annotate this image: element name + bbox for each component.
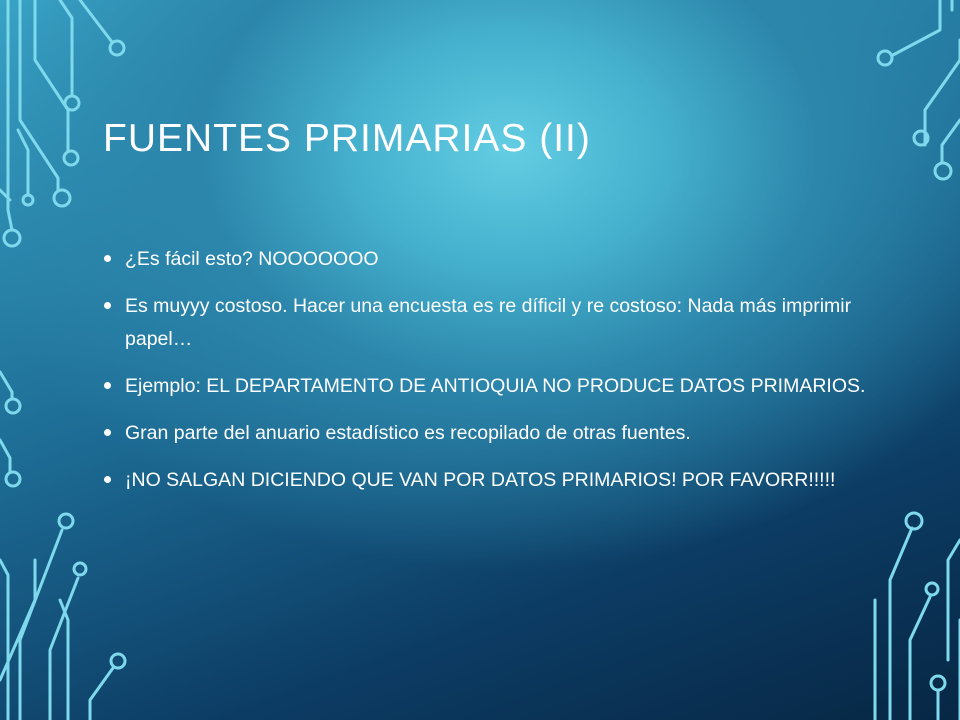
bullet-text: ¡NO SALGAN DICIENDO QUE VAN POR DATOS PRIMARIOS! POR FAVORR!!!!! [125, 469, 836, 491]
bullet-point-icon [104, 429, 111, 436]
list-item [104, 290, 874, 356]
circuit-left-middle [0, 372, 20, 486]
bullet-point-icon [104, 255, 111, 262]
list-item [104, 243, 874, 276]
circuit-top-right [878, 0, 960, 179]
slide-title: FUENTES PRIMARIAS (II) [103, 117, 591, 160]
bullet-list [104, 243, 874, 511]
bullet-text: ¿Es fácil esto? NOOOOOOO [125, 248, 379, 270]
circuit-bottom-right [875, 513, 960, 720]
bullet-text: Gran parte del anuario estadístico es recopilado de otras fuentes. [125, 422, 691, 444]
bullet-text: Es muyyy costoso. Hacer una encuesta es re díficil y re costoso: Nada más imprimir papel… [125, 295, 852, 350]
bullet-point-icon [104, 302, 111, 309]
list-item [104, 417, 874, 450]
bullet-text: Ejemplo: EL DEPARTAMENTO DE ANTIOQUIA NO PRODUCE DATOS PRIMARIOS. [125, 375, 866, 397]
bullet-point-icon [104, 382, 111, 389]
bullet-point-icon [104, 476, 111, 483]
circuit-bottom-left [0, 514, 125, 720]
list-item [104, 370, 874, 403]
list-item [104, 464, 874, 497]
